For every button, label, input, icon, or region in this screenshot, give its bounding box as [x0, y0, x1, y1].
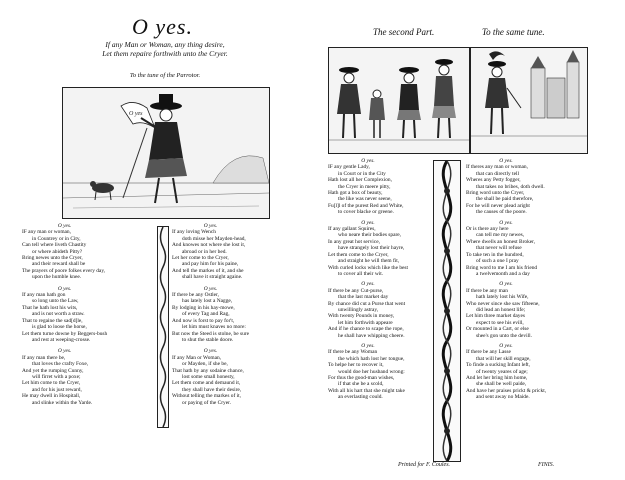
verse-line: in Countrey or in City, — [32, 235, 81, 242]
verse-line: If there be any Woman — [328, 349, 378, 356]
verse-line: and sent away no Maide. — [476, 394, 530, 401]
stanza — [328, 343, 408, 401]
stanza-head: O yes. — [57, 348, 72, 355]
stanza — [466, 281, 546, 339]
verse-line: If there be any man — [466, 287, 508, 294]
verse-line: to cover blacke or greene. — [338, 209, 394, 216]
stanza — [172, 348, 249, 406]
verse-line: and is not worth a straw. — [32, 311, 85, 318]
stanza-head: O yes. — [499, 281, 513, 288]
subtitle-line-2: Let them repaire forthwith unto the Cryer. — [102, 49, 228, 58]
verse-line: he shall have whipping cheere. — [338, 332, 405, 339]
verse-line: shall have it straight againe. — [182, 274, 243, 281]
stanza-head: O yes. — [57, 223, 72, 229]
woodcut-town — [470, 47, 588, 154]
verse-line: has lately lost a Nagge, — [182, 298, 233, 305]
second-part-heading: The second Part. — [373, 27, 435, 37]
stanza — [22, 223, 107, 281]
verse-line: If any man there be, — [22, 354, 66, 361]
verse-line: Who never since she saw fifteene, — [466, 300, 540, 307]
verse-line: If any loving Wench — [172, 229, 216, 236]
verse-line: If any man hath gon — [22, 292, 66, 299]
verse-line: the shall be paid therefore, — [476, 196, 534, 203]
verse-line: And now is forst to pay for't, — [172, 317, 235, 324]
verse-line: an everlasting could. — [338, 394, 383, 401]
woodcut-figures — [328, 47, 470, 154]
verse-line: Let them come and demaund it, — [172, 380, 241, 387]
printer-imprint: Printed for F. Coules. — [398, 462, 451, 468]
verse-line: That hath by any sodaine chance, — [172, 367, 244, 374]
verse-line: If there be any Cut-purse, — [328, 287, 384, 294]
stanza-head: O yes. — [499, 342, 513, 349]
stanza-head: O yes. — [361, 342, 375, 349]
verse-line: or Mayden, if she be, — [182, 361, 228, 368]
verse-line: can tell me my newes, — [476, 232, 525, 239]
verse-line: The prayers of poore folkes every day, — [22, 267, 106, 274]
verse-line: Hath got a box of beauty, — [328, 190, 383, 197]
page-title: O yes. — [132, 14, 193, 39]
verse-line: Bring newes unto the Cryer, — [22, 255, 83, 262]
verse-line: that loves the crafty Foxe, — [32, 361, 89, 368]
verse-line: that the last market day — [338, 294, 389, 301]
verse-line: the Cryer in meere pitty, — [338, 183, 391, 190]
verse-line: But now the Steed is stolne, be sure — [172, 330, 249, 337]
ornament-pattern — [158, 227, 168, 427]
verse-line: and slinke within the Yarde. — [32, 399, 93, 406]
verse-line: let him forthwith appeare — [338, 319, 393, 326]
subtitle — [40, 40, 290, 58]
verse-line: they shall have their desire, — [182, 386, 242, 393]
verse-line: Or mounted in a Cart, or else — [466, 326, 529, 333]
verse-line: Let them come to the Cryer, — [328, 251, 389, 258]
verse-line: Let her come to the Cryer, — [172, 255, 229, 262]
verse-line: if that she be a scold, — [338, 381, 384, 388]
verse-line: IF any man or woman, — [22, 229, 71, 236]
verse-line: and rest at weeping-crosse. — [32, 336, 91, 343]
left-column-2 — [172, 223, 249, 406]
verse-line: that can directly tell — [476, 170, 519, 177]
verse-line: Let them turne downe by Beggers-bush — [22, 330, 108, 337]
verse-line: Hath lost all her Complexion, — [328, 177, 392, 184]
verse-line: upon the humble knee. — [32, 274, 82, 281]
tune-line: To the tune of the Parrotor. — [129, 72, 201, 79]
stanza — [22, 348, 107, 406]
verse-line: hath lately lost his Wife, — [476, 294, 529, 301]
verse-line: With all his hart that she might take — [328, 387, 405, 394]
verse-line: in Court or in the City — [338, 170, 386, 177]
verse-line: the like was never seene, — [338, 196, 392, 203]
verse-line: And have her praises prickt & prickt, — [466, 387, 547, 394]
subtitle-line-1: If any Man or Woman, any thing desire, — [105, 40, 225, 49]
figures-woodcut-illustration — [329, 48, 469, 153]
cryer-woodcut-illustration — [63, 88, 269, 218]
verse-line: And yet the rumping Cunny, — [22, 367, 84, 374]
verse-line: lost some small honesty, — [182, 373, 235, 380]
verse-line: that takes no bribes, doth dwell. — [476, 183, 545, 190]
verse-line: Bring word to me I am his friend — [466, 264, 538, 271]
verse-line: that never will refuse — [476, 245, 522, 252]
finis-mark: FINIS. — [538, 462, 555, 468]
verse-line: and their reward shall be — [32, 261, 86, 268]
stanza — [466, 158, 546, 216]
stanza — [22, 286, 107, 344]
verse-line: If any Man or Woman, — [172, 354, 222, 361]
verse-line: And let her bring him home, — [466, 375, 528, 381]
verse-line: Or is there any here — [466, 226, 509, 233]
verse-line: of twenty yeares of age; — [476, 368, 528, 375]
verse-line: of every Tag and Rag, — [182, 311, 230, 318]
verse-line: That to regaine the sad[d]le, — [22, 317, 83, 324]
verse-line: Let him come to the Cryer, — [22, 380, 81, 387]
verse-line: let him must knaves no more: — [182, 324, 246, 331]
verse-line: And knowes not where she lost it, — [172, 242, 246, 249]
verse-line: abroad or in her bed. — [182, 248, 227, 255]
verse-line: doth misse her Mayden-head, — [182, 235, 246, 242]
ornamental-divider-right — [433, 160, 461, 462]
verse-line: and straight he will them fit, — [338, 258, 400, 265]
stanza-head: O yes. — [361, 158, 375, 164]
verse-line: or paying of the Cryer. — [182, 399, 231, 406]
verse-line: If any gallant Squires, — [328, 226, 376, 233]
verse-line: With curled locks which like the best — [328, 264, 409, 271]
verse-line: so long unto the Law, — [32, 298, 79, 305]
verse-line: unwillingly astray, — [338, 306, 379, 313]
verse-line: He may dwell in Hospitall, — [22, 393, 81, 400]
stanza-head: O yes. — [203, 285, 218, 292]
verse-line: And tell the markes of it, and she — [172, 267, 244, 274]
woodcut-cryer — [62, 87, 270, 219]
verse-line: a twelvemonth and a day — [476, 270, 530, 277]
stanza-head: O yes. — [203, 348, 218, 355]
verse-line: and pay him for his paine, — [182, 261, 239, 268]
verse-line: to cover all their wit. — [338, 270, 384, 277]
verse-line: she shall be well paide, — [476, 381, 527, 388]
stanza — [466, 343, 546, 401]
right-column-2 — [466, 158, 546, 401]
stanza-head: O yes. — [203, 223, 218, 229]
stanza-head: O yes. — [499, 158, 513, 164]
verse-line: and for his just reward, — [32, 386, 82, 393]
verse-line: Without telling the markes of it, — [172, 393, 241, 400]
verse-line: shee's gon unto the devill. — [476, 332, 532, 339]
right-column-1 — [328, 158, 408, 401]
verse-line: To take ten in the hundred, — [466, 251, 524, 258]
stanza-head: O yes. — [361, 219, 375, 226]
ornamental-divider-left — [157, 226, 169, 428]
verse-line: To finde a sucking Infant left, — [466, 362, 530, 369]
verse-line: or where abideth Pitty? — [32, 248, 83, 255]
verse-line: For he will never plead aright — [466, 202, 530, 209]
verse-line: have strangely lost their hayre, — [338, 245, 405, 252]
verse-line: who neare their bodies spare, — [338, 232, 402, 239]
stanza — [328, 158, 408, 216]
verse-line: the which hath lost her tongue, — [338, 355, 405, 362]
verse-line: the causes of the poore. — [476, 209, 527, 216]
verse-line: Fu[l]l of the purest Red and White, — [328, 202, 404, 209]
verse-line: With twenty Pounds in money, — [328, 313, 395, 320]
same-tune-heading: To the same tune. — [482, 27, 545, 37]
stanza — [466, 220, 546, 278]
verse-line: By chance did cut a Purse that went — [328, 300, 406, 307]
verse-line: of such a one I pray — [476, 258, 519, 265]
verse-line: Where dwells an honest Broker, — [466, 238, 536, 245]
stanza — [172, 286, 249, 344]
verse-line: is glad to loose the horse, — [32, 324, 87, 331]
verse-line: In any great hot service, — [328, 238, 380, 245]
verse-line: Bring word unto the Cryer, — [466, 190, 525, 197]
banner-text: O yes — [129, 111, 143, 117]
verse-line: To helpe her to recover it, — [328, 362, 384, 369]
left-column-1 — [22, 223, 107, 406]
stanza-head: O yes. — [57, 285, 72, 292]
verse-line: If theres any man or woman, — [466, 164, 528, 171]
verse-line: Can tell where liveth Chastity — [22, 242, 87, 249]
verse-line: Wheres any Petty fogger, — [466, 177, 521, 184]
verse-line: If there be any Ostler, — [172, 292, 219, 299]
verse-line: did lead an honest life; — [476, 306, 526, 313]
town-woodcut-illustration — [471, 48, 587, 153]
verse-line: that will her skill engage, — [476, 355, 531, 362]
verse-line: For thus the good-man wishes, — [328, 375, 395, 381]
verse-line: Let him three market dayes — [466, 313, 525, 320]
ornament-scroll-pattern — [434, 161, 460, 461]
verse-line: That he hath lost his wits, — [22, 304, 78, 311]
stanza-head: O yes. — [499, 219, 513, 226]
verse-line: to shut the stable doore. — [182, 336, 234, 343]
verse-line: IF any gentle Lady, — [328, 164, 370, 171]
verse-line: And if he chance to scape the rope, — [328, 326, 404, 333]
verse-line: will firret with a poxe; — [32, 373, 81, 380]
stanza-head: O yes. — [361, 281, 375, 288]
stanza — [172, 223, 249, 281]
stanza — [328, 281, 408, 339]
verse-line: would doe her husband wrong: — [338, 368, 405, 375]
verse-line: expect to see his evill, — [476, 319, 524, 326]
verse-line: By lodging in his hay-mowe, — [172, 304, 235, 311]
verse-line: If there be any Lasse — [466, 349, 511, 356]
stanza — [328, 220, 408, 278]
